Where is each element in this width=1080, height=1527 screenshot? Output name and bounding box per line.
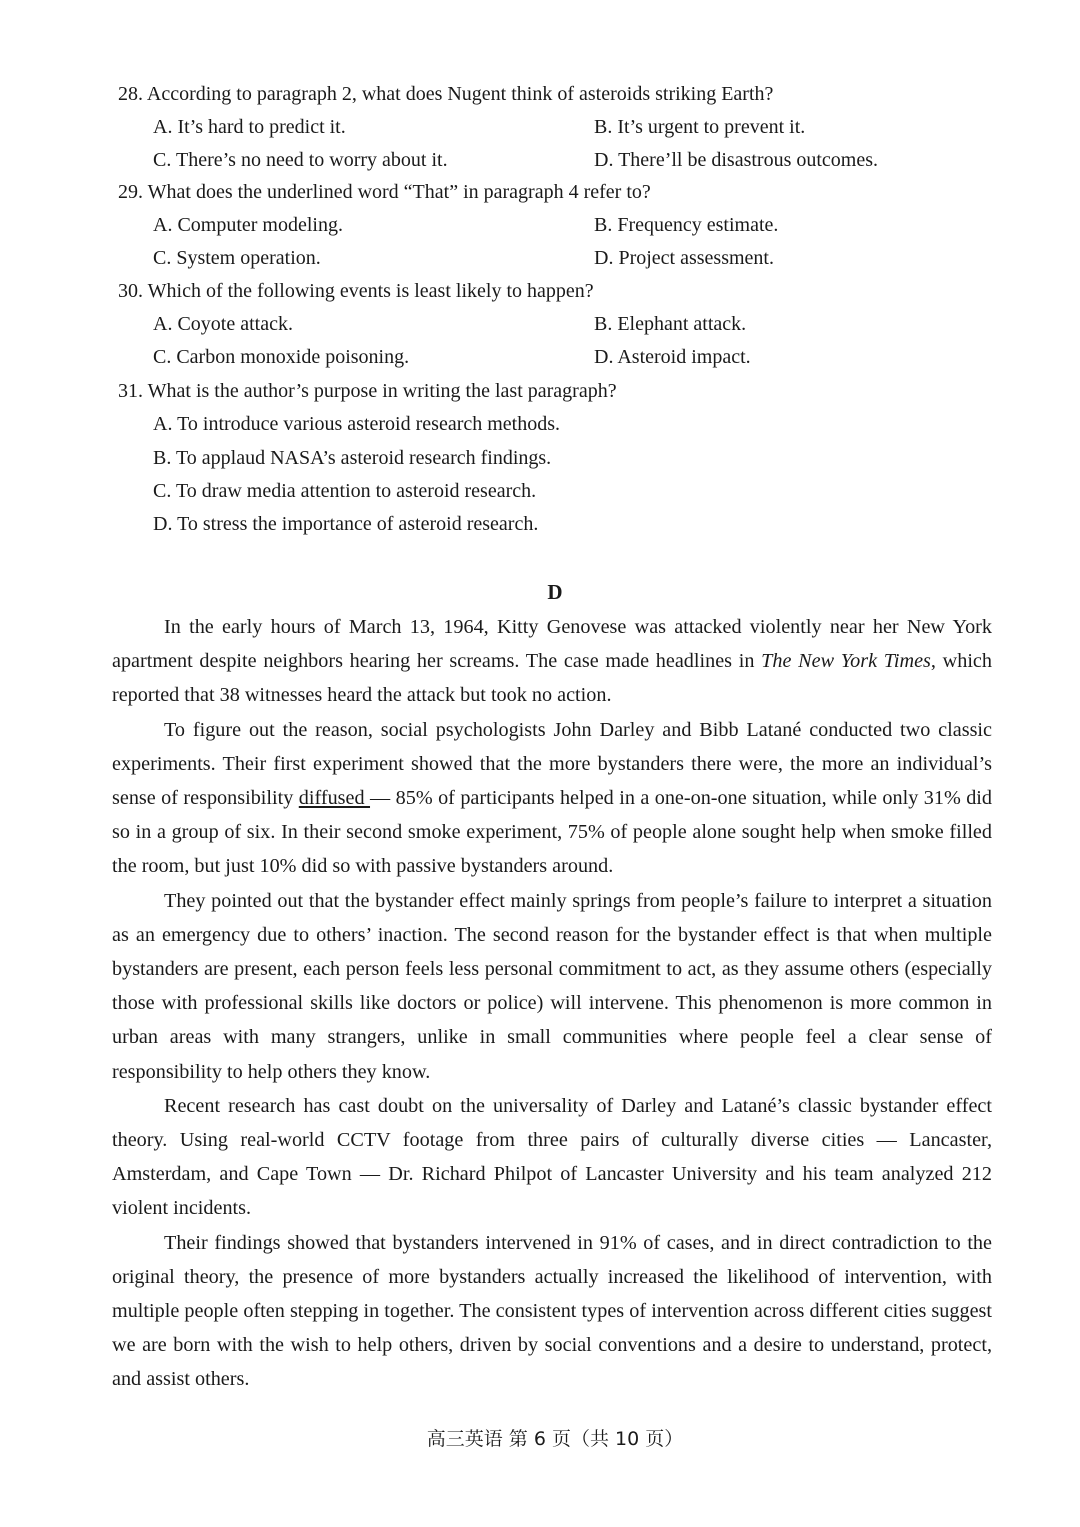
question-30-option-d: D. Asteroid impact. <box>594 346 751 368</box>
newspaper-title: The New York Times <box>761 650 931 673</box>
question-31-option-b: B. To applaud NASA’s asteroid research findings. <box>153 447 552 469</box>
question-30-option-c: C. Carbon monoxide poisoning. <box>153 346 410 368</box>
paragraph-1-text-end: , which reported that 38 witnesses heard the attack but took no action. <box>112 650 992 707</box>
question-28-stem: 28. According to paragraph 2, what does Nugent think of asteroids striking Earth? <box>118 83 774 105</box>
question-28-option-a: A. It’s hard to predict it. <box>153 116 346 138</box>
question-30-stem: 30. Which of the following events is least likely to happen? <box>118 280 594 302</box>
question-30-option-b: B. Elephant attack. <box>594 313 747 335</box>
paragraph-2-text: To figure out the reason, social psychologists John Darley and Bibb Latané conducted two classic experiments. Their first experiment showed that the more bystanders there were, the more an individual’s sense of responsibility <box>112 718 992 810</box>
question-31-option-d: D. To stress the importance of asteroid research. <box>153 513 539 535</box>
question-29-stem: 29. What does the underlined word “That” in paragraph 4 refer to? <box>118 181 651 203</box>
section-title: D <box>547 580 563 604</box>
paragraph-3: They pointed out that the bystander effect mainly springs from people’s failure to interpret a situation as an emergency due to others’ inaction. The second reason for the bystander effect is that when multiple bystanders are present, each person feels less personal commitment to act, as they assume others (especially those with professional skills like doctors or police) will intervene. This phenomenon is more common in urban areas with many strangers, unlike in small communities where people feel a clear sense of responsibility to help others they know. <box>112 889 992 1083</box>
paragraph-1-text: In the early hours of March 13, 1964, Kitty Genovese was attacked violently near her New York apartment despite neighbors hearing her screams. The case made headlines in <box>112 616 992 673</box>
question-28-option-d: D. There’ll be disastrous outcomes. <box>594 149 879 171</box>
paragraph-2 <box>112 713 992 884</box>
question-31-option-a: A. To introduce various asteroid research methods. <box>153 413 561 435</box>
page-footer: 高三英语 第 6 页（共 10 页） <box>426 1428 684 1450</box>
reading-passage <box>112 610 992 1397</box>
question-31-stem: 31. What is the author’s purpose in writing the last paragraph? <box>118 380 617 402</box>
question-28-option-c: C. There’s no need to worry about it. <box>153 149 448 171</box>
paragraph-4: Recent research has cast doubt on the universality of Darley and Latané’s classic bystander effect theory. Using real-world CCTV footage from three pairs of culturally diverse cities — Lancaster, Amsterdam, and Cape Town — Dr. Richard Philpot of Lancaster University and his team analyzed 212 violent incidents. <box>112 1094 992 1220</box>
paragraph-5: Their findings showed that bystanders intervened in 91% of cases, and in direct contradiction to the original theory, the presence of more bystanders actually increased the likelihood of intervention, with multiple people often stepping in together. The consistent types of intervention across different cities suggest we are born with the wish to help others, driven by social conventions and a desire to understand, protect, and assist others. <box>112 1231 992 1391</box>
question-29-option-c: C. System operation. <box>153 247 321 269</box>
question-31-option-c: C. To draw media attention to asteroid research. <box>153 480 537 502</box>
underlined-word: diffused <box>298 787 371 810</box>
paragraph-1 <box>112 610 992 713</box>
question-29-option-b: B. Frequency estimate. <box>594 214 779 236</box>
question-30-option-a: A. Coyote attack. <box>153 313 293 335</box>
question-28-option-b: B. It’s urgent to prevent it. <box>594 116 806 138</box>
paragraph-2-text-end: — 85% of participants helped in a one-on-one situation, while only 31% did so in a group of six. In their second smoke experiment, 75% of people alone sought help when smoke filled the room, but just 10% did so with passive bystanders around. <box>112 787 992 878</box>
question-29-option-a: A. Computer modeling. <box>153 214 343 236</box>
question-29-option-d: D. Project assessment. <box>594 247 774 269</box>
